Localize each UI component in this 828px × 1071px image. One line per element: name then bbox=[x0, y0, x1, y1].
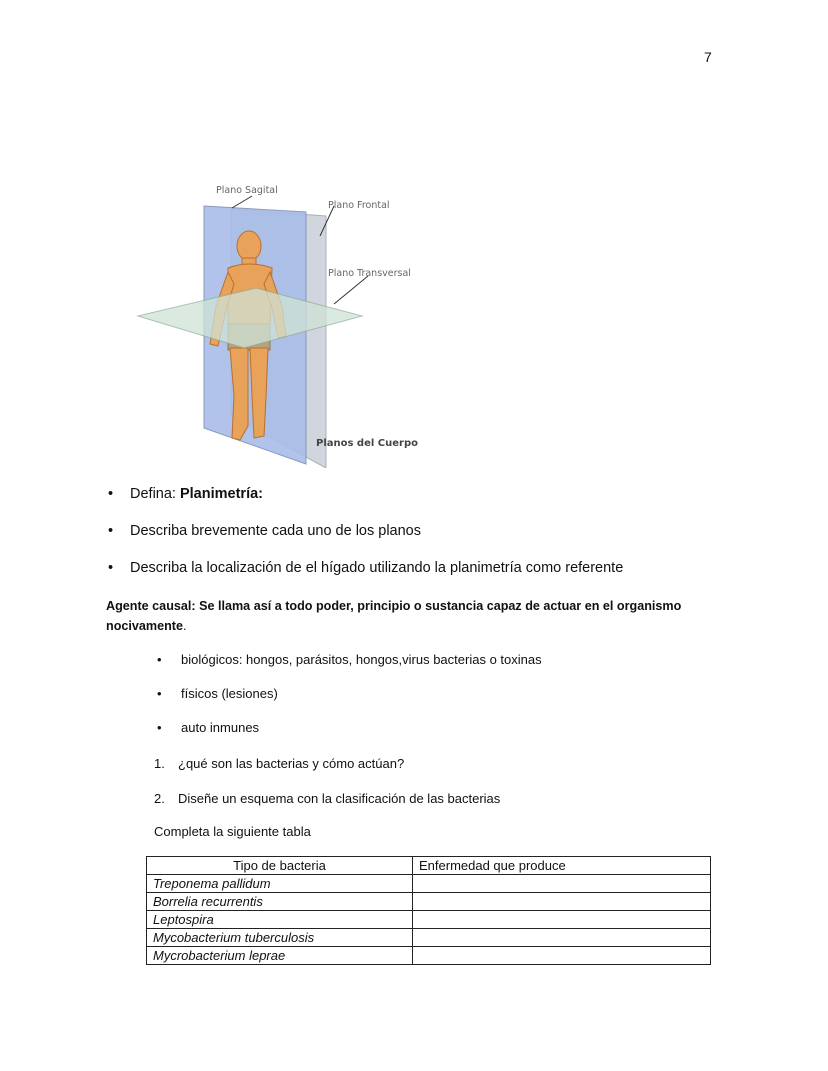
header-disease: Enfermedad que produce bbox=[413, 857, 711, 875]
bullet-dot: • bbox=[157, 652, 162, 667]
bullet-bold: Planimetría: bbox=[179, 486, 263, 502]
table-row bbox=[147, 929, 711, 947]
question-number: 2. bbox=[154, 791, 165, 806]
disease-cell[interactable] bbox=[413, 875, 711, 893]
bullet-dot: • bbox=[108, 560, 114, 576]
bacteria-name: Mycobacterium tuberculosis bbox=[147, 929, 413, 947]
agent-causal-tail: . bbox=[183, 619, 187, 633]
bacteria-name: Treponema pallidum bbox=[147, 875, 413, 893]
task-bullets bbox=[108, 484, 623, 595]
bullet-dot: • bbox=[108, 486, 114, 502]
table-row bbox=[147, 893, 711, 911]
question-number: 1. bbox=[154, 756, 165, 771]
label-sagital: Plano Sagital bbox=[216, 185, 278, 196]
table-row bbox=[147, 911, 711, 929]
table-row bbox=[147, 947, 711, 965]
cause-item bbox=[157, 684, 542, 718]
bullet-item bbox=[108, 521, 623, 558]
questions-list bbox=[154, 754, 500, 824]
agent-causal-definition: Agente causal: Se llama así a todo poder, principio o sustancia capaz de actuar en el organismo nocivamente bbox=[106, 599, 682, 633]
disease-cell[interactable] bbox=[413, 947, 711, 965]
body-planes-figure bbox=[136, 176, 446, 468]
agent-causal-paragraph bbox=[106, 596, 726, 636]
bullet-text: Defina: bbox=[130, 486, 180, 502]
bullet-item bbox=[108, 558, 623, 595]
table-header-row bbox=[147, 857, 711, 875]
cause-text: auto inmunes bbox=[181, 720, 260, 735]
cause-item bbox=[157, 650, 542, 684]
question-text: Diseñe un esquema con la clasificación de las bacterias bbox=[178, 791, 501, 806]
bullet-text: Describa brevemente cada uno de los planos bbox=[130, 523, 421, 539]
causes-list bbox=[157, 650, 542, 752]
bullet-dot: • bbox=[157, 720, 162, 735]
bacteria-name: Borrelia recurrentis bbox=[147, 893, 413, 911]
cause-text: físicos (lesiones) bbox=[181, 686, 278, 701]
table-intro: Completa la siguiente tabla bbox=[154, 824, 311, 839]
bullet-text: Describa la localización de el hígado utilizando la planimetría como referente bbox=[130, 560, 624, 576]
question-text: ¿qué son las bacterias y cómo actúan? bbox=[178, 756, 405, 771]
bullet-dot: • bbox=[157, 686, 162, 701]
table-row bbox=[147, 875, 711, 893]
label-frontal: Plano Frontal bbox=[328, 200, 390, 211]
bacteria-table bbox=[146, 856, 711, 965]
bullet-item bbox=[108, 484, 623, 521]
disease-cell[interactable] bbox=[413, 911, 711, 929]
disease-cell[interactable] bbox=[413, 929, 711, 947]
disease-cell[interactable] bbox=[413, 893, 711, 911]
figure-caption: Planos del Cuerpo bbox=[316, 438, 418, 449]
cause-item bbox=[157, 718, 542, 752]
header-bacteria-type: Tipo de bacteria bbox=[147, 857, 413, 875]
cause-text: biológicos: hongos, parásitos, hongos,virus bacterias o toxinas bbox=[181, 652, 542, 667]
question-item bbox=[154, 754, 500, 789]
bacteria-name: Leptospira bbox=[147, 911, 413, 929]
bacteria-name: Mycrobacterium leprae bbox=[147, 947, 413, 965]
label-transversal: Plano Transversal bbox=[328, 268, 411, 279]
question-item bbox=[154, 789, 500, 824]
bullet-dot: • bbox=[108, 523, 114, 539]
transverse-plane bbox=[138, 288, 362, 348]
page-number: 7 bbox=[704, 49, 712, 65]
